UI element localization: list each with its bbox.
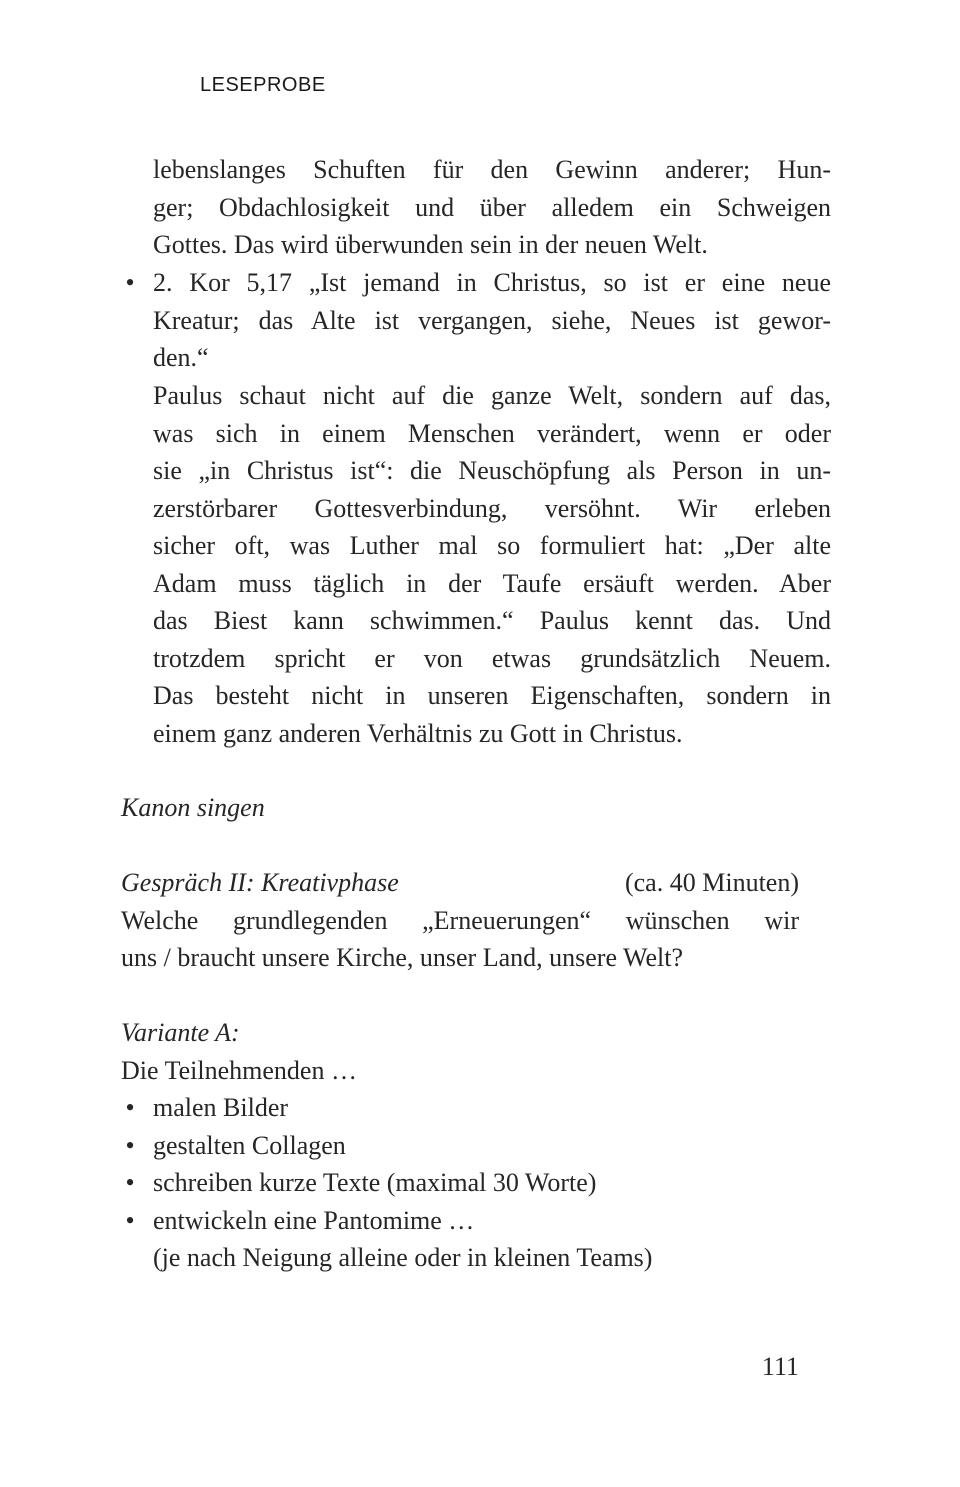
bullet-icon: • [125,1093,135,1122]
text-line: Gottes. Das wird überwunden sein in der neuen Welt. [153,230,708,259]
text-line: Das besteht nicht in unseren Eigenschaften, sondern in [153,681,831,710]
text-line: trotzdem spricht er von etwas grundsätzlich Neuem. [153,643,831,673]
bullet-icon: • [125,1130,135,1160]
variante-section [121,1014,799,1277]
list-item [121,1164,799,1202]
variante-heading: Variante A: [121,1018,240,1047]
bullet-icon: • [125,1205,135,1235]
list-item-text: gestalten Collagen [153,1130,346,1160]
variante-intro: Die Teilnehmenden … [121,1055,357,1085]
text-line: Welche grundlegenden „Erneuerungen“ wünschen wir [121,905,799,935]
commentary-paragraph [121,377,831,752]
kanon-heading: Kanon singen [121,793,265,822]
list-item [121,1089,799,1127]
text-line: Paulus schaut nicht auf die ganze Welt, sondern auf das, [153,381,831,410]
text-line: 2. Kor 5,17 „Ist jemand in Christus, so ist er eine neue [153,268,831,297]
text-line: uns / braucht unsere Kirche, unser Land, unsere Welt? [121,943,684,972]
text-line: den.“ [153,343,209,372]
bullet-icon: • [125,268,135,297]
variante-note: (je nach Neigung alleine oder in kleinen Teams) [153,1243,653,1272]
gespraech-duration: (ca. 40 Minuten) [624,868,799,897]
page-header-label: LESEPROBE [200,74,326,96]
gespraech-heading: Gespräch II: Kreativphase [121,868,399,897]
text-line: ger; Obdachlosigkeit und über alledem ein Schweigen [153,192,831,222]
text-line: einem ganz anderen Verhältnis zu Gott in Christus. [153,718,683,748]
bullet-icon: • [125,1168,135,1197]
text-line: sicher oft, was Luther mal so formuliert hat: „Der alte [153,531,831,560]
bible-quote-item [121,264,831,377]
continuation-paragraph [121,151,831,264]
list-item-text: malen Bilder [153,1093,289,1122]
text-line: zerstörbarer Gottesverbindung, versöhnt. Wir erleben [153,493,831,523]
text-line: sie „in Christus ist“: die Neuschöpfung als Person in un- [153,456,831,485]
text-line: Kreatur; das Alte ist vergangen, siehe, Neues ist gewor- [153,305,831,335]
list-item [121,1127,799,1165]
list-item-text: entwickeln eine Pantomime … [153,1205,475,1235]
text-line: Adam muss täglich in der Taufe ersäuft werden. Aber [153,568,831,598]
list-item [121,1202,799,1240]
list-item-text: schreiben kurze Texte (maximal 30 Worte) [153,1168,597,1197]
text-line: das Biest kann schwimmen.“ Paulus kennt das. Und [153,606,831,635]
gespraech-section [121,864,799,977]
text-line: was sich in einem Menschen verändert, wenn er oder [153,418,831,448]
text-line: lebenslanges Schuften für den Gewinn anderer; Hun- [153,155,831,184]
gespraech-heading-row [121,864,799,902]
page-number: 111 [761,1352,799,1381]
